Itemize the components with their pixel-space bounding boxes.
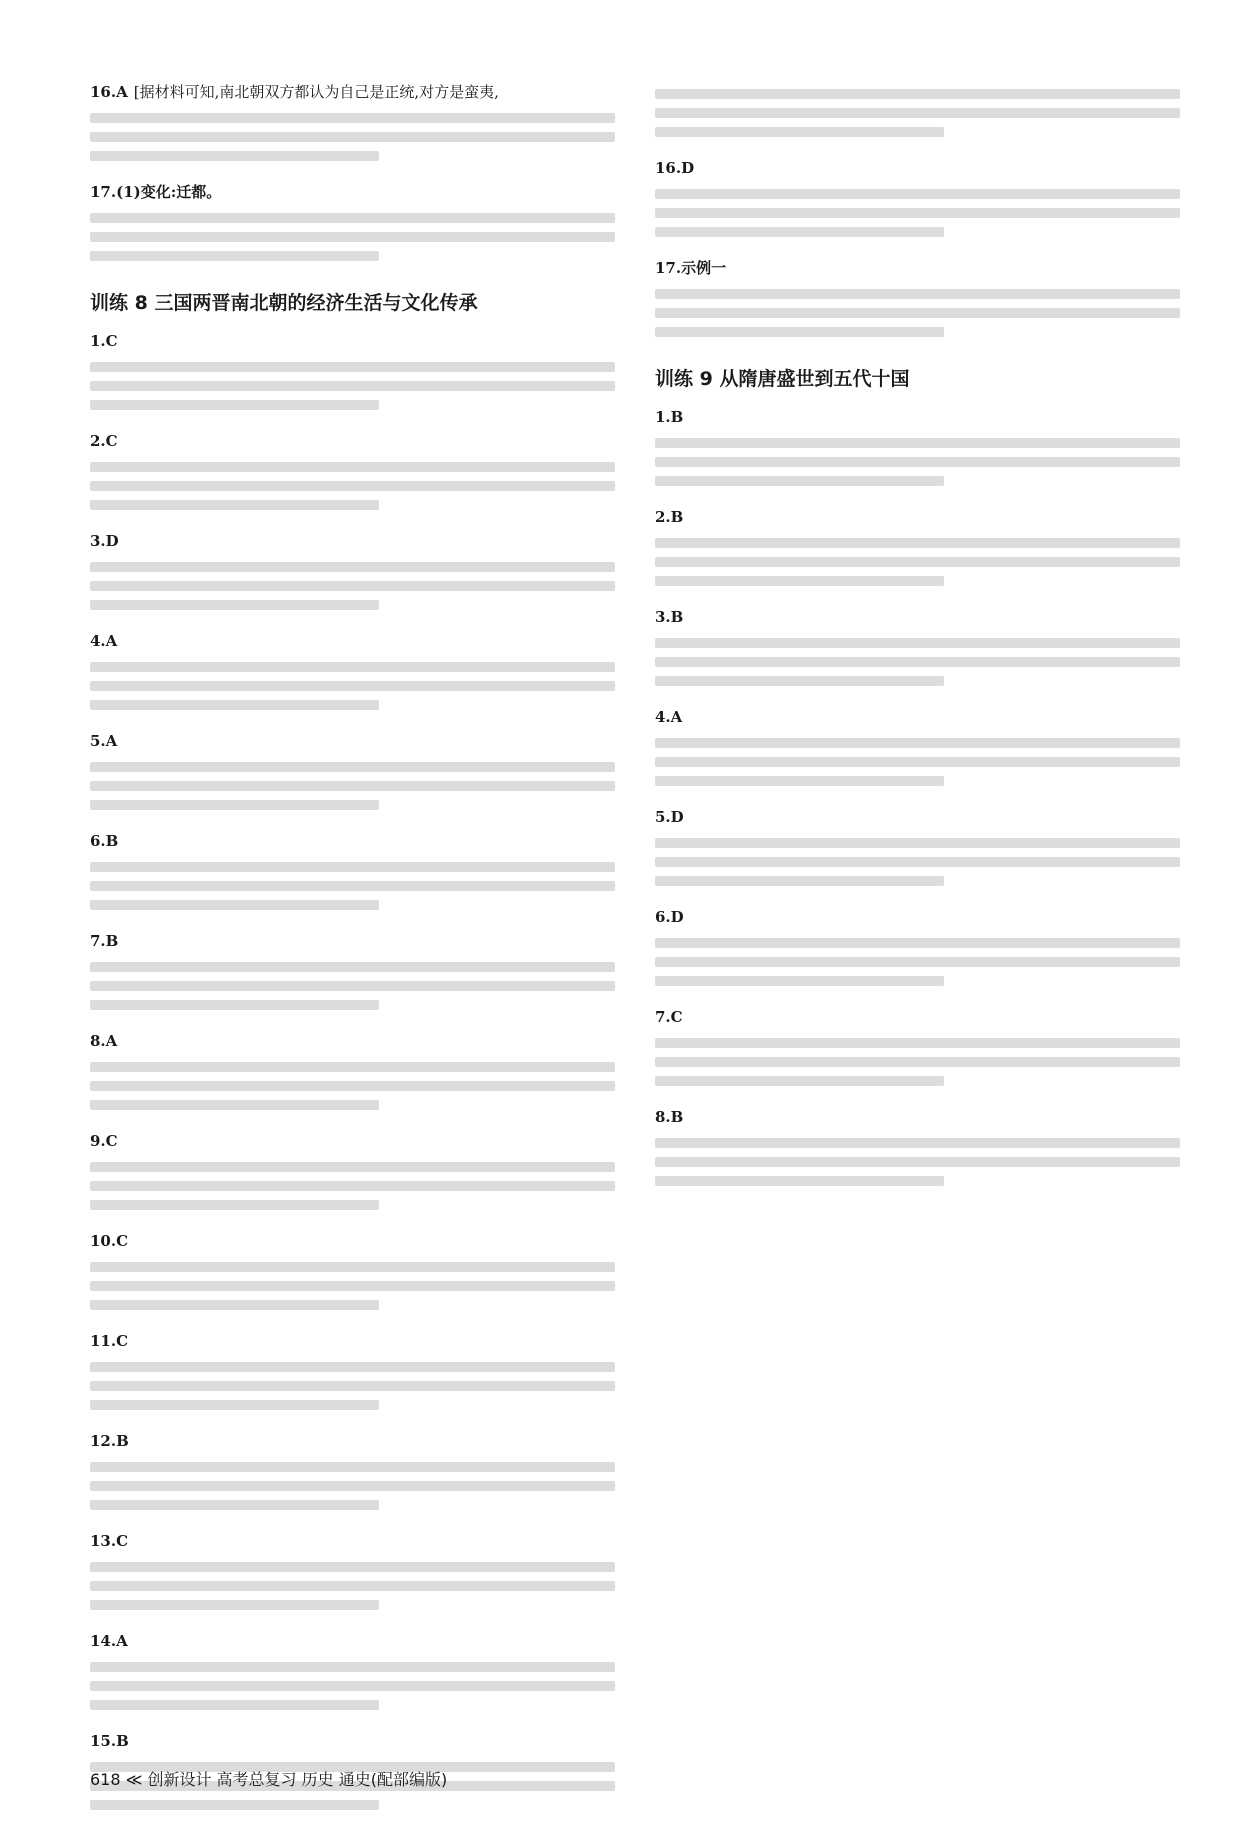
placeholder-line: [655, 876, 944, 886]
placeholder-line: [655, 438, 1180, 448]
placeholder-line: [90, 251, 379, 261]
placeholder-line: [655, 738, 1180, 748]
unread-text-placeholder: [90, 762, 615, 810]
unread-text-placeholder: [90, 1662, 615, 1710]
placeholder-line: [655, 208, 1180, 218]
answer-key: 12.B: [90, 1432, 129, 1450]
right-column: [655, 80, 1180, 1740]
placeholder-line: [90, 562, 615, 572]
answer-key: 5.D: [655, 808, 684, 826]
placeholder-line: [655, 857, 1180, 867]
unread-text-placeholder: [90, 562, 615, 610]
unread-text-placeholder: [655, 938, 1180, 986]
placeholder-line: [90, 700, 379, 710]
placeholder-line: [90, 1262, 615, 1272]
answer-block: [90, 529, 615, 619]
answer-key: 15.B: [90, 1732, 129, 1750]
placeholder-line: [655, 308, 1180, 318]
answer-key: 3.B: [655, 608, 684, 626]
placeholder-line: [655, 108, 1180, 118]
answer-block: [655, 256, 1180, 346]
answer-key: 2.B: [655, 508, 684, 526]
placeholder-line: [90, 881, 615, 891]
placeholder-line: [655, 1038, 1180, 1048]
placeholder-line: [655, 557, 1180, 567]
unread-text-placeholder: [90, 962, 615, 1010]
unread-text-placeholder: [655, 189, 1180, 237]
placeholder-line: [90, 1581, 615, 1591]
placeholder-line: [655, 227, 944, 237]
answer-block: [655, 605, 1180, 695]
answer-block: [655, 1105, 1180, 1195]
placeholder-line: [655, 289, 1180, 299]
placeholder-line: [90, 113, 615, 123]
answer-block: [90, 80, 615, 170]
placeholder-line: [90, 213, 615, 223]
answer-key: 13.C: [90, 1532, 129, 1550]
placeholder-line: [655, 576, 944, 586]
answer-block: [90, 180, 615, 270]
placeholder-line: [90, 862, 615, 872]
placeholder-line: [90, 1600, 379, 1610]
answer-block: [655, 405, 1180, 495]
placeholder-line: [90, 1362, 615, 1372]
answer-key: 16.D: [655, 159, 695, 177]
answer-key: 3.D: [90, 532, 119, 550]
placeholder-line: [90, 362, 615, 372]
unread-text-placeholder: [655, 638, 1180, 686]
placeholder-line: [655, 957, 1180, 967]
answer-block: [90, 329, 615, 419]
answer-key: 17.示例一: [655, 259, 727, 277]
placeholder-line: [90, 1381, 615, 1391]
answer-block: [90, 1429, 615, 1519]
placeholder-line: [655, 757, 1180, 767]
answer-block: [90, 1329, 615, 1419]
placeholder-line: [90, 1081, 615, 1091]
answer-block: [655, 905, 1180, 995]
placeholder-line: [655, 938, 1180, 948]
answer-key: 11.C: [90, 1332, 129, 1350]
placeholder-line: [90, 232, 615, 242]
placeholder-line: [655, 657, 1180, 667]
placeholder-line: [655, 476, 944, 486]
placeholder-line: [655, 189, 1180, 199]
answer-key: 4.A: [90, 632, 118, 650]
placeholder-line: [90, 381, 615, 391]
answer-block: [90, 629, 615, 719]
placeholder-line: [90, 132, 615, 142]
answer-key: 14.A: [90, 1632, 128, 1650]
answer-key: 9.C: [90, 1132, 118, 1150]
unread-text-placeholder: [90, 862, 615, 910]
answer-key: 17.(1)变化:迁都。: [90, 183, 222, 201]
placeholder-line: [90, 1200, 379, 1210]
unread-text-placeholder: [90, 1162, 615, 1210]
placeholder-line: [90, 781, 615, 791]
answer-block: [90, 1129, 615, 1219]
unread-text-placeholder: [655, 538, 1180, 586]
section-heading: 训练 9 从隋唐盛世到五代十国: [655, 368, 910, 390]
placeholder-line: [90, 1181, 615, 1191]
answer-block: [655, 805, 1180, 895]
answer-key: 2.C: [90, 432, 118, 450]
unread-text-placeholder: [90, 113, 615, 161]
answer-key: 10.C: [90, 1232, 129, 1250]
placeholder-line: [90, 1162, 615, 1172]
answer-key: 8.B: [655, 1108, 684, 1126]
placeholder-line: [90, 800, 379, 810]
answer-key: 6.D: [655, 908, 684, 926]
placeholder-line: [655, 538, 1180, 548]
answer-block: [90, 429, 615, 519]
answer-block: [90, 1629, 615, 1719]
placeholder-line: [90, 1662, 615, 1672]
unread-text-placeholder: [90, 1262, 615, 1310]
answer-block: [655, 1005, 1180, 1095]
placeholder-line: [90, 762, 615, 772]
placeholder-line: [655, 638, 1180, 648]
placeholder-line: [90, 1300, 379, 1310]
page-footer: 618 ≪ 创新设计 高考总复习 历史 通史(配部编版): [90, 1770, 448, 1789]
answer-key: 7.B: [90, 932, 119, 950]
placeholder-line: [90, 681, 615, 691]
answer-block: [90, 829, 615, 919]
answer-key: 8.A: [90, 1032, 118, 1050]
answer-key: 6.B: [90, 832, 119, 850]
placeholder-line: [90, 1000, 379, 1010]
placeholder-line: [655, 976, 944, 986]
unread-text-placeholder: [655, 289, 1180, 337]
placeholder-line: [90, 600, 379, 610]
placeholder-line: [90, 1800, 379, 1810]
placeholder-line: [655, 1076, 944, 1086]
placeholder-line: [655, 838, 1180, 848]
unread-text-placeholder: [655, 438, 1180, 486]
unread-text-placeholder: [655, 738, 1180, 786]
answer-block: [90, 929, 615, 1019]
placeholder-line: [90, 581, 615, 591]
answer-key: 1.C: [90, 332, 118, 350]
unread-text-placeholder: [90, 1362, 615, 1410]
placeholder-line: [655, 1157, 1180, 1167]
unread-text-placeholder: [90, 213, 615, 261]
section-heading: 训练 8 三国两晋南北朝的经济生活与文化传承: [90, 292, 478, 314]
placeholder-line: [90, 1700, 379, 1710]
placeholder-line: [90, 1062, 615, 1072]
placeholder-line: [655, 89, 1180, 99]
placeholder-line: [655, 1057, 1180, 1067]
placeholder-line: [90, 500, 379, 510]
placeholder-line: [90, 1681, 615, 1691]
placeholder-line: [655, 1176, 944, 1186]
unread-text-placeholder: [90, 662, 615, 710]
two-column-body: [90, 80, 1180, 1750]
unread-text-placeholder: [655, 89, 1180, 137]
unread-text-placeholder: [655, 1038, 1180, 1086]
unread-text-placeholder: [90, 1062, 615, 1110]
answer-key: 16.A: [90, 83, 128, 101]
placeholder-line: [90, 1400, 379, 1410]
left-column: [90, 80, 615, 1750]
unread-text-placeholder: [90, 1562, 615, 1610]
placeholder-line: [655, 776, 944, 786]
answer-block: [655, 705, 1180, 795]
placeholder-line: [90, 481, 615, 491]
placeholder-line: [90, 981, 615, 991]
answer-block: [90, 1029, 615, 1119]
placeholder-line: [655, 1138, 1180, 1148]
placeholder-line: [90, 1481, 615, 1491]
placeholder-line: [90, 1500, 379, 1510]
answer-block: [655, 505, 1180, 595]
answer-block: [655, 156, 1180, 246]
unread-text-placeholder: [90, 362, 615, 410]
answer-key: 4.A: [655, 708, 683, 726]
unread-text-placeholder: [90, 462, 615, 510]
answer-block: [90, 1229, 615, 1319]
unread-text-placeholder: [655, 1138, 1180, 1186]
unread-text-placeholder: [90, 1462, 615, 1510]
placeholder-line: [655, 327, 944, 337]
placeholder-line: [90, 662, 615, 672]
answer-key: 1.B: [655, 408, 684, 426]
placeholder-line: [90, 962, 615, 972]
answer-block: [90, 729, 615, 819]
answer-block: [655, 80, 1180, 146]
answer-key: 5.A: [90, 732, 118, 750]
placeholder-line: [90, 1100, 379, 1110]
placeholder-line: [655, 127, 944, 137]
placeholder-line: [90, 1562, 615, 1572]
placeholder-line: [655, 457, 1180, 467]
answer-key: 7.C: [655, 1008, 683, 1026]
answer-block: [90, 1529, 615, 1619]
placeholder-line: [90, 400, 379, 410]
answer-excerpt: [据材料可知,南北朝双方都认为自己是正统,对方是蛮夷,: [133, 83, 499, 101]
unread-text-placeholder: [655, 838, 1180, 886]
placeholder-line: [90, 1281, 615, 1291]
placeholder-line: [90, 462, 615, 472]
placeholder-line: [90, 151, 379, 161]
placeholder-line: [655, 676, 944, 686]
placeholder-line: [90, 900, 379, 910]
placeholder-line: [90, 1462, 615, 1472]
